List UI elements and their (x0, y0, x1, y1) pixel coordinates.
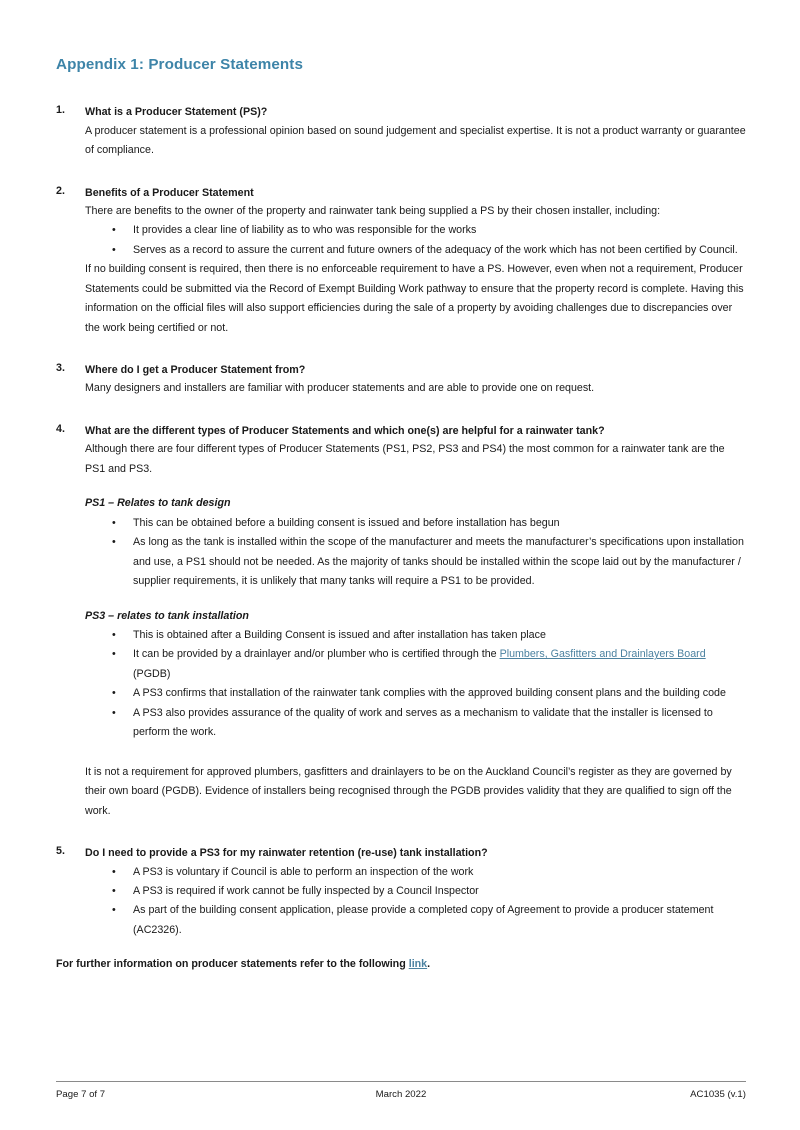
list-item (85, 221, 746, 240)
list-item-label (133, 687, 726, 699)
list-item-label (133, 629, 546, 641)
section-3-number: 3. (56, 362, 65, 375)
document-body (56, 56, 746, 975)
spacer (56, 353, 746, 362)
ps3-subheading: PS3 – relates to tank installation (85, 609, 249, 622)
inline-text: This is obtained after a Building Consent is issued and after installation has taken place (133, 628, 546, 641)
bullet-icon: • (112, 885, 116, 897)
list-item-label: Serves as a record to assure the current and future owners of the adequacy of the work which has not been certified by Council. (133, 243, 738, 256)
spacer (56, 836, 746, 845)
bullet-icon: • (112, 865, 116, 878)
bullet-icon: • (112, 648, 116, 661)
page-title: Appendix 1: Producer Statements (56, 56, 303, 73)
inline-text: It can be provided by a drainlayer and/or plumber who is certified through the (133, 648, 500, 661)
section-4-intro: Although there are four different types of Producer Statements (PS1, PS2, PS3 and PS4) the most common for a rainwater tank are the PS1 and PS3. (85, 443, 725, 475)
section-5-heading: Do I need to provide a PS3 for my rainwater retention (re-use) tank installation? (85, 847, 488, 860)
bullet-icon: • (112, 516, 116, 529)
further-info-link[interactable]: link (408, 958, 428, 971)
bullet-icon: • (112, 224, 116, 237)
section-2-bullet-list (85, 221, 746, 260)
bullet-icon: • (112, 904, 116, 917)
section-3 (56, 362, 746, 399)
spacer (56, 414, 746, 423)
ps1-bullet-list (85, 514, 746, 592)
footer-divider (56, 1081, 746, 1082)
bullet-icon: • (112, 243, 116, 256)
list-item-label (133, 707, 713, 738)
list-item (85, 901, 746, 940)
list-item-label: It provides a clear line of liability as to who was responsible for the works (133, 224, 477, 237)
inline-text: A PS3 also provides assurance of the quality of work and serves as a mechanism to validate that the installer is licensed to perform the work. (133, 706, 713, 739)
section-1-number: 1. (56, 104, 65, 117)
footer-doc-code: AC1035 (v.1) (690, 1089, 746, 1100)
section-4-heading: What are the different types of Producer Statements and which one(s) are helpful for a rainwater tank? (85, 424, 605, 437)
section-5 (56, 845, 746, 940)
section-4-number: 4. (56, 422, 65, 435)
ps3-bullet-list (85, 626, 746, 743)
section-2-heading: Benefits of a Producer Statement (85, 186, 254, 199)
ps1-subheading: PS1 – Relates to tank design (85, 497, 231, 510)
section-1 (56, 104, 746, 160)
section-5-number: 5. (56, 845, 65, 858)
closing-suffix: . (427, 958, 431, 971)
page-footer (56, 1081, 746, 1100)
list-item (85, 704, 746, 743)
spacer (85, 592, 746, 607)
list-item-label-with-link (133, 648, 706, 679)
list-item (85, 882, 746, 901)
list-item (85, 863, 746, 882)
list-item-label: As part of the building consent application, please provide a completed copy of Agreement to provide a producer statement (AC2326). (133, 904, 714, 936)
list-item (85, 626, 746, 645)
inline-text: (PGDB) (133, 667, 171, 680)
inline-link[interactable]: Plumbers, Gasfitters and Drainlayers Board (499, 648, 706, 661)
list-item (85, 684, 746, 703)
section-4-outro: It is not a requirement for approved plumbers, gasfitters and drainlayers to be on the Auckland Council’s register as they are governed by their own board (PGDB). Evidence of installers being recognised through the PGDB provides validity that they are qualified to sign off the work. (85, 765, 732, 817)
closing-line (56, 955, 746, 974)
list-item-label: A PS3 is required if work cannot be fully inspected by a Council Inspector (133, 885, 479, 897)
list-item-label: This can be obtained before a building consent is issued and before installation has begun (133, 516, 560, 529)
section-2 (56, 185, 746, 339)
spacer (85, 479, 746, 494)
footer-date: March 2022 (375, 1089, 427, 1100)
bullet-icon: • (112, 687, 116, 700)
bullet-icon: • (112, 706, 116, 719)
section-1-heading: What is a Producer Statement (PS)? (85, 106, 268, 119)
bullet-icon: • (112, 536, 116, 549)
section-2-intro: There are benefits to the owner of the property and rainwater tank being supplied a PS by their chosen installer, including: (85, 204, 661, 217)
spacer (85, 743, 746, 763)
list-item (85, 241, 746, 260)
list-item-label: A PS3 is voluntary if Council is able to perform an inspection of the work (133, 865, 474, 878)
bullet-icon: • (112, 628, 116, 641)
closing-prefix: For further information on producer statements refer to the following (56, 958, 409, 971)
inline-text: A PS3 confirms that installation of the rainwater tank complies with the approved building consent plans and the building code (133, 687, 726, 700)
section-3-heading: Where do I get a Producer Statement from? (85, 364, 306, 377)
section-2-outro: If no building consent is required, then there is no enforceable requirement to have a PS. However, even when not a requirement, Producer Statements could be submitted via the Record of Exempt Building Work pathway to ensure that the property record is complete. Having this information on the official files will also support efficiencies during the sale of a property by avoiding challenges due to discrepancies over the work being certified or not. (85, 263, 744, 334)
list-item (85, 645, 746, 684)
footer-row (56, 1089, 746, 1100)
section-3-paragraph: Many designers and installers are familiar with producer statements and are able to provide one on request. (85, 382, 595, 395)
list-item (85, 514, 746, 533)
section-4 (56, 423, 746, 821)
list-item (85, 533, 746, 591)
spacer (56, 176, 746, 185)
footer-page-number: Page 7 of 7 (56, 1089, 106, 1100)
section-5-bullet-list (85, 863, 746, 941)
section-1-paragraph: A producer statement is a professional opinion based on sound judgement and specialist expertise. It is not a product warranty or guarantee of compliance. (85, 124, 746, 157)
list-item-label: As long as the tank is installed within the scope of the manufacturer and meets the manufacturer’s specifications upon installation and use, a PS1 should not be needed. As the majority of tanks should be installed within the scope laid out by the manufacturer / supplier requirements, it is unlikely that many tanks will require a PS1 to be provided. (133, 536, 744, 588)
section-2-number: 2. (56, 184, 65, 197)
